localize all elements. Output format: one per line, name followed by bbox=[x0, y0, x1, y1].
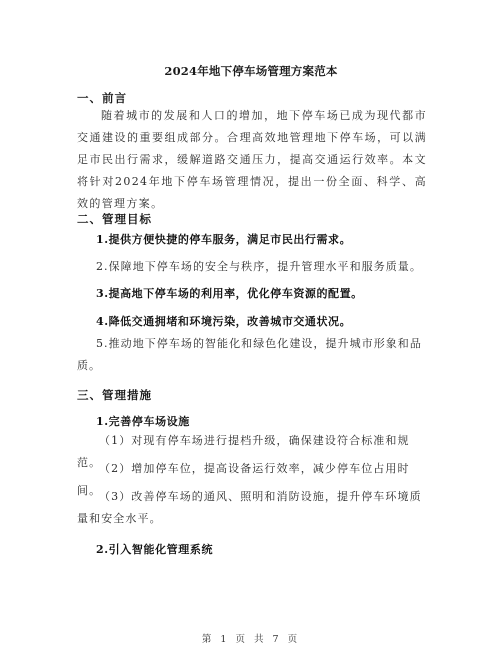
subheading-smart-system: 2.引入智能化管理系统 bbox=[96, 543, 214, 556]
goal-item-3: 3.提高地下停车场的利用率，优化停车资源的配置。 bbox=[96, 287, 363, 300]
measure-item-3: （3）改善停车场的通风、照明和消防设施，提升停车环境质量和安全水平。 bbox=[77, 490, 422, 525]
preface-paragraph: 随着城市的发展和人口的增加，地下停车场已成为现代都市交通建设的重要组成部分。合理高效地管理地下停车场，可以满足市民出行需求，缓解道路交通压力，提高交通运行效率。本文将针对2024年地下停车场管理情况，提出一份全面、科学、高效的管理方案。 bbox=[77, 109, 427, 210]
subheading-facilities: 1.完善停车场设施 bbox=[96, 415, 190, 428]
goal-item-4: 4.降低交通拥堵和环境污染，改善城市交通状况。 bbox=[96, 315, 352, 328]
goal-item-2: 2.保障地下停车场的安全与秩序，提升管理水平和服务质量。 bbox=[96, 260, 422, 273]
measure-item-2: （2）增加停车位，提高设备运行效率，减少停车位占用时间。 bbox=[77, 462, 410, 497]
section-heading-preface: 一、前言 bbox=[77, 91, 127, 105]
page-footer: 第 1 页 共 7 页 bbox=[201, 634, 301, 645]
goal-item-5: 5.推动地下停车场的智能化和绿色化建设，提升城市形象和品质。 bbox=[77, 337, 422, 372]
measure-item-1: （1）对现有停车场进行提档升级，确保建设符合标准和规范。 bbox=[77, 434, 410, 469]
goal-item-1: 1.提供方便快捷的停车服务，满足市民出行需求。 bbox=[96, 233, 352, 246]
document-title: 2024年地下停车场管理方案范本 bbox=[164, 64, 338, 78]
section-heading-goals: 二、管理目标 bbox=[77, 212, 152, 226]
section-heading-measures: 三、管理措施 bbox=[77, 388, 152, 402]
